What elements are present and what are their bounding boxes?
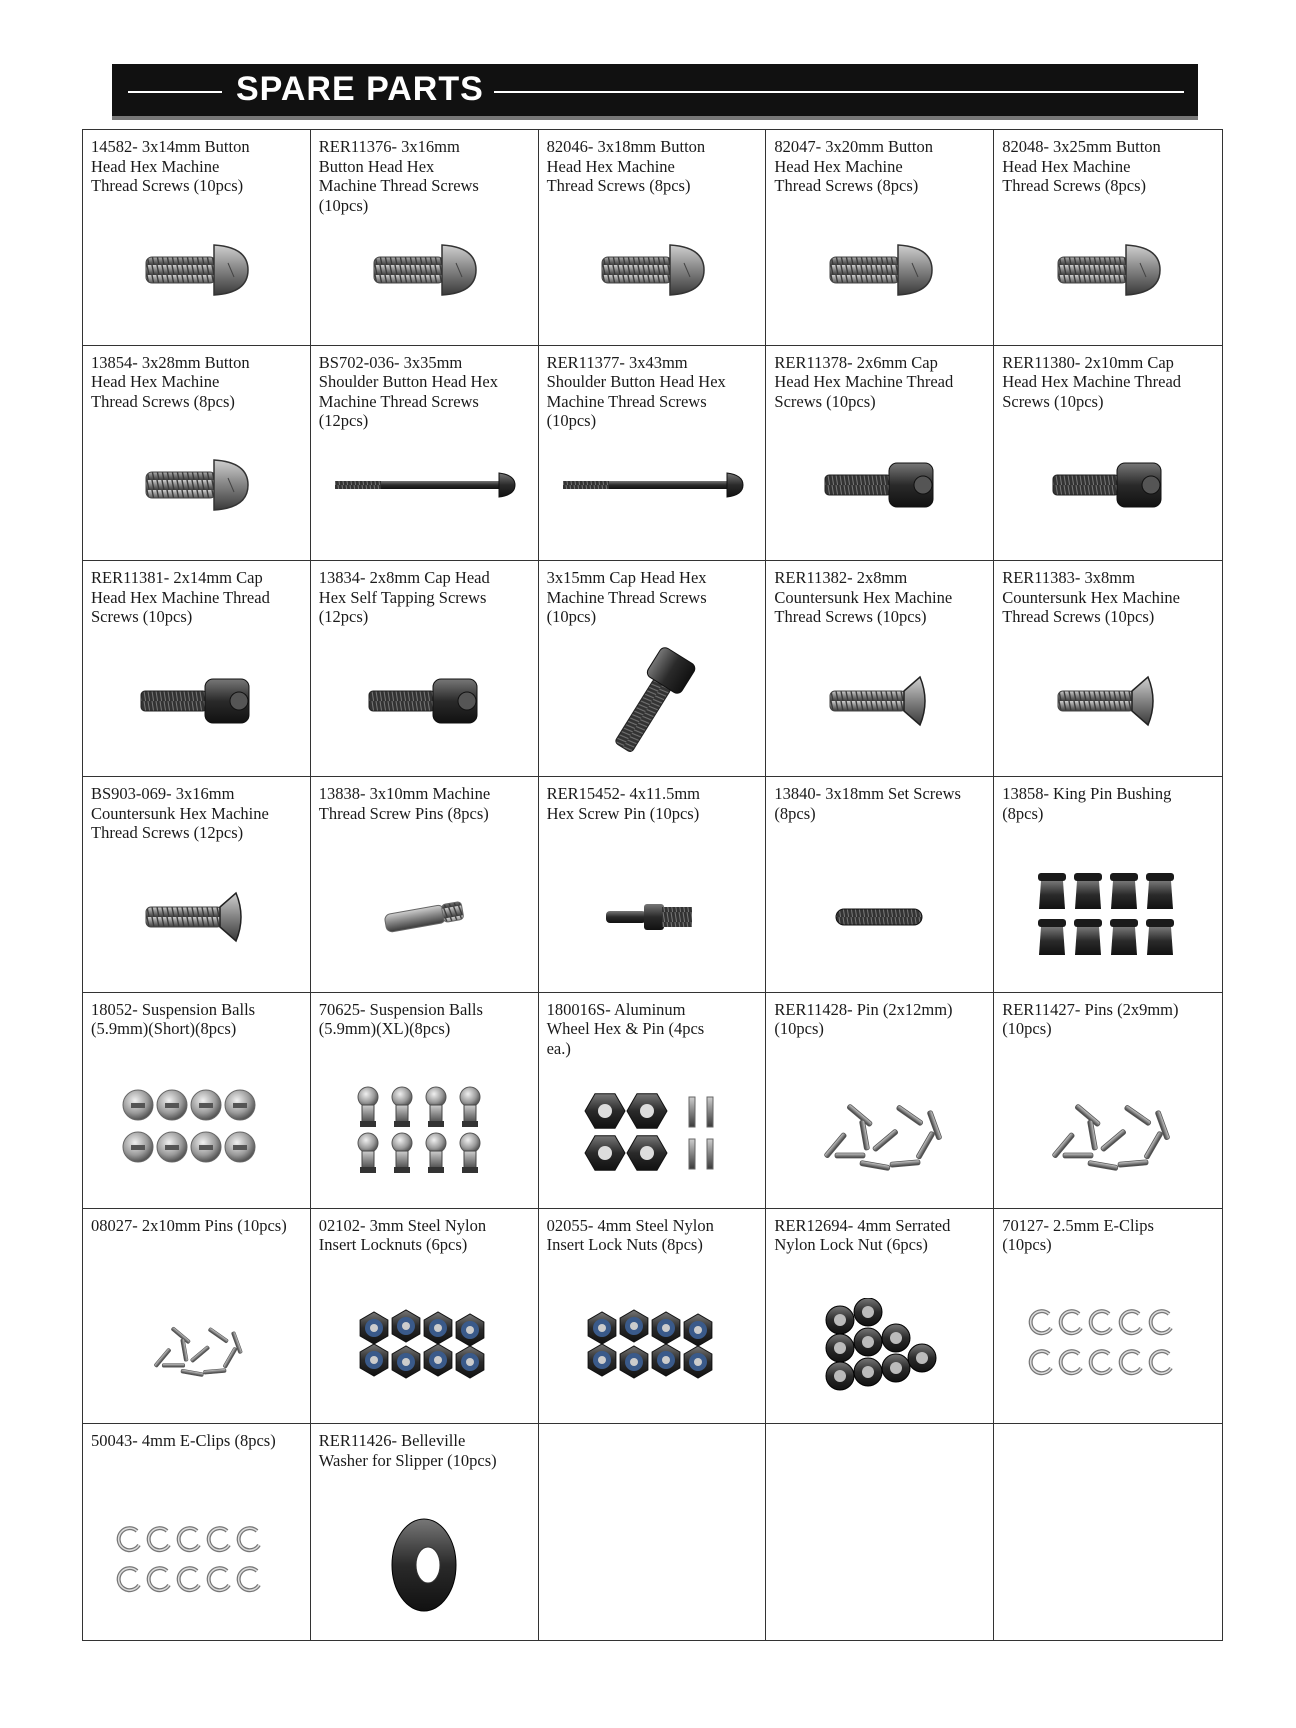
hex-screw-pin-icon bbox=[539, 852, 766, 982]
part-label: BS702-036- 3x35mm Shoulder Button Head Hex Machine Thread Screws (12pcs) bbox=[318, 352, 498, 431]
part-label: RER11378- 2x6mm Cap Head Hex Machine Thread Screws (10pcs) bbox=[774, 352, 954, 411]
suspension-ball-group-icon bbox=[83, 1068, 310, 1198]
cap-head-screw-icon bbox=[994, 420, 1222, 550]
part-cell bbox=[994, 346, 1222, 562]
button-head-screw-icon bbox=[83, 205, 310, 335]
page-title: SPARE PARTS bbox=[236, 70, 484, 108]
part-label: 13858- King Pin Bushing (8pcs) bbox=[1002, 784, 1172, 823]
part-label: RER12694- 4mm Serrated Nylon Lock Nut (6pcs) bbox=[774, 1215, 951, 1255]
part-label: 08027- 2x10mm Pins (10pcs) bbox=[91, 1215, 287, 1235]
part-label: 50043- 4mm E-Clips (8pcs) bbox=[91, 1431, 276, 1451]
part-cell bbox=[311, 1209, 539, 1425]
part-cell bbox=[539, 561, 767, 777]
part-label: 02055- 4mm Steel Nylon Insert Lock Nuts (8pcs) bbox=[546, 1215, 714, 1255]
part-cell bbox=[766, 130, 994, 346]
part-cell bbox=[83, 1209, 311, 1425]
header-bar bbox=[112, 64, 1198, 116]
part-label: 82047- 3x20mm Button Head Hex Machine Thread Screws (8pcs) bbox=[774, 137, 933, 195]
part-label: 70127- 2.5mm E-Clips (10pcs) bbox=[1002, 1215, 1154, 1255]
part-label: 82046- 3x18mm Button Head Hex Machine Thread Screws (8pcs) bbox=[546, 137, 706, 195]
part-label: 02102- 3mm Steel Nylon Insert Locknuts (6pcs) bbox=[318, 1215, 487, 1255]
part-label: RER11382- 2x8mm Countersunk Hex Machine Thread Screws (10pcs) bbox=[774, 568, 953, 627]
part-label: BS903-069- 3x16mm Countersunk Hex Machine Thread Screws (12pcs) bbox=[91, 784, 269, 843]
button-head-screw-icon bbox=[83, 420, 310, 550]
part-label: RER11428- Pin (2x12mm) (10pcs) bbox=[774, 999, 953, 1039]
part-label: 18052- Suspension Balls (5.9mm)(Short)(8pcs) bbox=[91, 999, 256, 1039]
part-label: 70625- Suspension Balls (5.9mm)(XL)(8pcs) bbox=[318, 999, 483, 1039]
countersunk-screw-icon bbox=[83, 852, 310, 982]
cap-head-screw-icon bbox=[766, 420, 993, 550]
suspension-ball-xl-group-icon bbox=[311, 1068, 538, 1198]
part-cell bbox=[311, 1424, 539, 1640]
part-label: RER11380- 2x10mm Cap Head Hex Machine Thread Screws (10pcs) bbox=[1002, 352, 1182, 411]
bushing-group-icon bbox=[994, 852, 1222, 982]
part-cell bbox=[766, 561, 994, 777]
part-cell bbox=[994, 561, 1222, 777]
pin-group-small-icon bbox=[83, 1283, 310, 1413]
part-label: RER15452- 4x11.5mm Hex Screw Pin (10pcs) bbox=[546, 784, 700, 823]
long-shoulder-screw-icon bbox=[311, 420, 538, 550]
part-cell bbox=[766, 777, 994, 993]
part-label: 13840- 3x18mm Set Screws (8pcs) bbox=[774, 784, 961, 823]
part-label: RER11381- 2x14mm Cap Head Hex Machine Thread Screws (10pcs) bbox=[91, 568, 270, 627]
part-label: RER11383- 3x8mm Countersunk Hex Machine Thread Screws (10pcs) bbox=[1002, 568, 1180, 627]
part-label: 13834- 2x8mm Cap Head Hex Self Tapping Screws (12pcs) bbox=[318, 568, 490, 627]
part-cell bbox=[311, 561, 539, 777]
part-cell bbox=[994, 1209, 1222, 1425]
part-cell bbox=[539, 1424, 767, 1640]
button-head-screw-icon bbox=[311, 205, 538, 335]
long-shoulder-screw-icon bbox=[539, 420, 766, 550]
wheel-hex-pin-icon bbox=[539, 1068, 766, 1198]
e-clip-group-icon bbox=[83, 1500, 310, 1630]
part-cell bbox=[539, 993, 767, 1209]
part-cell bbox=[83, 777, 311, 993]
parts-grid bbox=[82, 129, 1223, 1641]
header-rule-right bbox=[494, 91, 1184, 93]
part-cell bbox=[539, 346, 767, 562]
part-cell bbox=[311, 777, 539, 993]
button-head-screw-icon bbox=[539, 205, 766, 335]
part-cell bbox=[994, 993, 1222, 1209]
serrated-nut-group-icon bbox=[766, 1283, 993, 1413]
part-cell bbox=[83, 1424, 311, 1640]
part-cell bbox=[539, 130, 767, 346]
part-cell bbox=[766, 346, 994, 562]
washer-icon bbox=[311, 1500, 538, 1630]
part-label: RER11376- 3x16mm Button Head Hex Machine Thread Screws (10pcs) bbox=[318, 137, 479, 215]
part-label: RER11427- Pins (2x9mm) (10pcs) bbox=[1002, 999, 1179, 1039]
screw-pin-icon bbox=[311, 852, 538, 982]
cap-head-screw-icon bbox=[83, 636, 310, 766]
part-cell bbox=[539, 777, 767, 993]
button-head-screw-icon bbox=[994, 205, 1222, 335]
part-cell bbox=[311, 130, 539, 346]
pin-group-icon bbox=[766, 1068, 993, 1198]
locknut-group-icon bbox=[539, 1283, 766, 1413]
part-cell bbox=[83, 561, 311, 777]
part-cell bbox=[311, 346, 539, 562]
countersunk-screw-icon bbox=[994, 636, 1222, 766]
button-head-screw-icon bbox=[766, 205, 993, 335]
locknut-group-icon bbox=[311, 1283, 538, 1413]
pin-group-icon bbox=[994, 1068, 1222, 1198]
part-label: 180016S- Aluminum Wheel Hex & Pin (4pcs ea.) bbox=[546, 999, 705, 1058]
part-cell bbox=[539, 1209, 767, 1425]
part-cell bbox=[83, 993, 311, 1209]
part-label: 82048- 3x25mm Button Head Hex Machine Thread Screws (8pcs) bbox=[1002, 137, 1161, 195]
part-cell bbox=[994, 130, 1222, 346]
part-cell bbox=[311, 993, 539, 1209]
cap-head-screw-icon bbox=[311, 636, 538, 766]
part-label: 3x15mm Cap Head Hex Machine Thread Screws (10pcs) bbox=[546, 568, 707, 627]
e-clip-group-icon bbox=[994, 1283, 1222, 1413]
part-label: 13854- 3x28mm Button Head Hex Machine Thread Screws (8pcs) bbox=[91, 352, 250, 411]
part-cell bbox=[83, 346, 311, 562]
part-cell bbox=[994, 777, 1222, 993]
part-cell bbox=[766, 993, 994, 1209]
part-cell bbox=[766, 1209, 994, 1425]
part-cell bbox=[83, 130, 311, 346]
part-cell bbox=[994, 1424, 1222, 1640]
part-label: RER11426- Belleville Washer for Slipper (10pcs) bbox=[318, 1431, 497, 1470]
part-label: 13838- 3x10mm Machine Thread Screw Pins (8pcs) bbox=[318, 784, 491, 823]
part-cell bbox=[766, 1424, 994, 1640]
header-rule-left bbox=[128, 91, 222, 93]
part-label: 14582- 3x14mm Button Head Hex Machine Thread Screws (10pcs) bbox=[91, 137, 250, 195]
diagonal-cap-screw-icon bbox=[539, 636, 766, 766]
countersunk-screw-icon bbox=[766, 636, 993, 766]
set-screw-icon bbox=[766, 852, 993, 982]
part-label: RER11377- 3x43mm Shoulder Button Head Hex Machine Thread Screws (10pcs) bbox=[546, 352, 726, 431]
